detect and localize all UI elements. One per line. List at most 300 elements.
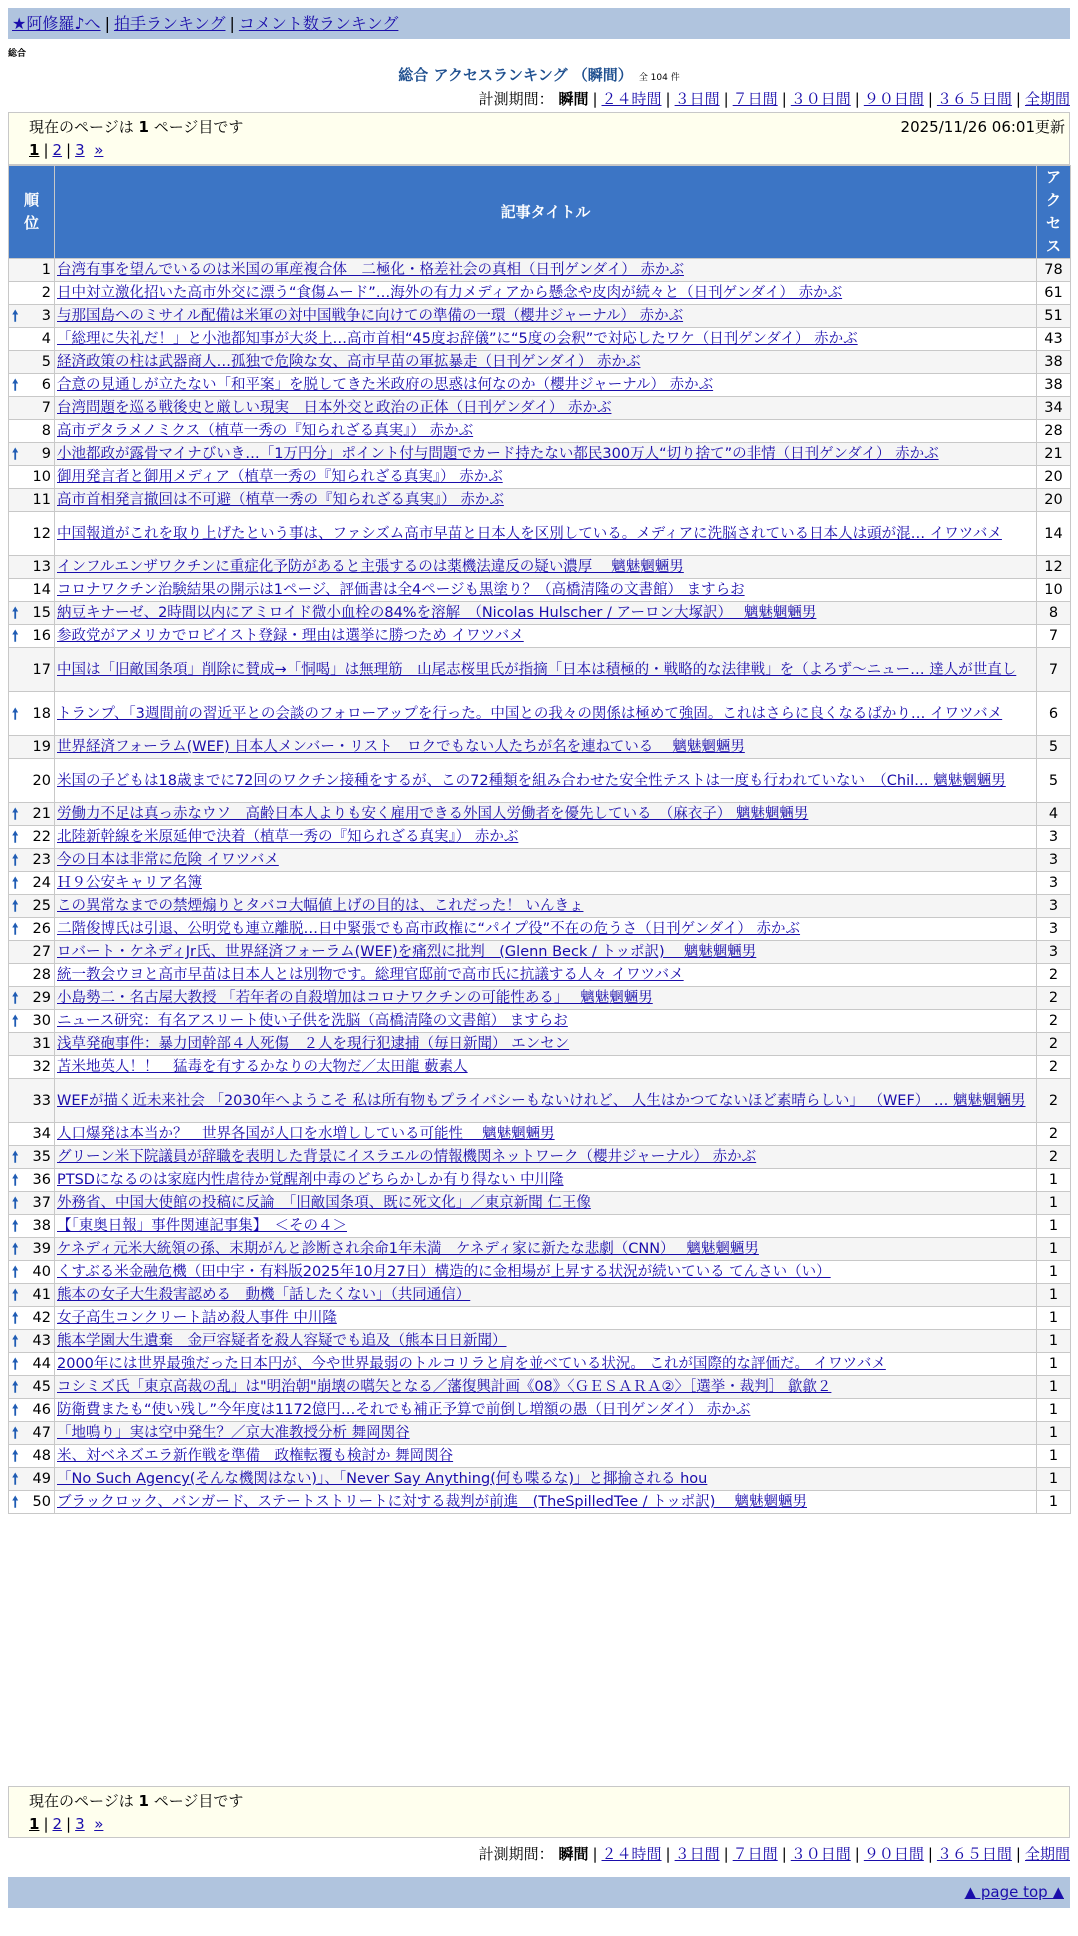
table-row (9, 1491, 1071, 1514)
table-row (9, 1033, 1071, 1056)
pager-page-3-bottom[interactable]: 3 (75, 1815, 85, 1833)
rank-cell (9, 443, 55, 466)
access-count: 20 (1037, 489, 1071, 512)
rank-up-arrow-icon: 🠕 (12, 1493, 19, 1511)
rank-number: 17 (32, 661, 51, 678)
access-count: 1 (1037, 1468, 1071, 1491)
access-count: 3 (1037, 849, 1071, 872)
page-status-bottom: 現在のページは 1 ページ目です (29, 1792, 244, 1810)
rank-number: 50 (32, 1494, 51, 1510)
table-row (9, 872, 1071, 895)
table-row (9, 849, 1071, 872)
rank-up-arrow-icon: 🠕 (12, 604, 19, 622)
access-count: 2 (1037, 987, 1071, 1010)
rank-number: 19 (32, 739, 51, 755)
rank-cell (9, 1376, 55, 1399)
access-count: 51 (1037, 305, 1071, 328)
table-row (9, 1169, 1071, 1192)
table-header-row (9, 166, 1071, 259)
rank-cell (9, 602, 55, 625)
title-cell (55, 1491, 1037, 1514)
title-cell (55, 1056, 1037, 1079)
title-cell (55, 397, 1037, 420)
title-cell (55, 759, 1037, 803)
article-title-link[interactable]: 小池都政が露骨マイナびいき…「1万円分」ポイント付与問題でカード持たない都民300万人“切り捨て”の非情（日刊ゲンダイ） 赤かぶ (57, 446, 939, 462)
access-count: 2 (1037, 1146, 1071, 1169)
title-cell (55, 826, 1037, 849)
rank-cell (9, 1491, 55, 1514)
rank-up-arrow-icon: 🠕 (12, 1424, 19, 1442)
access-count: 3 (1037, 895, 1071, 918)
rank-number: 14 (32, 582, 51, 598)
article-title-link[interactable]: 浅草発砲事件：暴力団幹部４人死傷 ２人を現行犯逮捕（毎日新聞） エンセン (57, 1036, 570, 1052)
period-3d[interactable]: ３日間 (674, 90, 720, 108)
table-row (9, 1261, 1071, 1284)
access-count: 1 (1037, 1422, 1071, 1445)
access-count: 28 (1037, 420, 1071, 443)
rank-number: 24 (32, 875, 51, 891)
clap-ranking-link[interactable]: 拍手ランキング (113, 14, 226, 33)
period-7d-bottom[interactable]: ７日間 (732, 1845, 778, 1863)
access-count: 78 (1037, 259, 1071, 282)
title-cell (55, 305, 1037, 328)
pager-page-2[interactable]: 2 (52, 141, 63, 159)
article-title-link[interactable]: 【「東奥日報」事件関連記事集】 ＜その４＞ (57, 1218, 347, 1234)
rank-up-arrow-icon: 🠕 (12, 1148, 19, 1166)
rank-cell (9, 1146, 55, 1169)
title-cell (55, 1330, 1037, 1353)
rank-number: 12 (32, 525, 51, 542)
rank-cell (9, 1056, 55, 1079)
period-30d-bottom[interactable]: ３０日間 (790, 1845, 851, 1863)
col-rank-header: 順位 (9, 166, 55, 259)
article-title-link[interactable]: 「No Such Agency(そんな機関はない)」、「Never Say Anything(何も喋るな)」と揶揄される hou (57, 1471, 708, 1487)
table-row (9, 397, 1071, 420)
rank-number: 6 (41, 377, 51, 393)
period-3d-bottom[interactable]: ３日間 (674, 1845, 720, 1863)
title-cell (55, 1079, 1037, 1123)
rank-number: 37 (32, 1195, 51, 1211)
ranking-table (8, 165, 1071, 1514)
rank-cell (9, 625, 55, 648)
title-cell (55, 420, 1037, 443)
rank-number: 16 (32, 628, 51, 644)
table-row (9, 1010, 1071, 1033)
article-title-link[interactable]: 参政党がアメリカでロビイスト登録・理由は選挙に勝つため イワツバメ (57, 628, 524, 644)
period-24h[interactable]: ２４時間 (601, 90, 662, 108)
pager-next[interactable]: » (94, 141, 104, 159)
title-cell (55, 964, 1037, 987)
rank-cell (9, 351, 55, 374)
table-row (9, 1238, 1071, 1261)
title-cell (55, 941, 1037, 964)
article-title-link[interactable]: 経済政策の柱は武器商人…孤独で危険な女、高市早苗の軍拡暴走（日刊ゲンダイ） 赤かぶ (57, 354, 641, 370)
rank-number: 34 (32, 1126, 51, 1142)
rank-cell (9, 1261, 55, 1284)
article-title-link[interactable]: 労働力不足は真っ赤なウソ 高齢日本人よりも安く雇用できる外国人労働者を優先している （麻衣子） 魑魅魍魎男 (57, 806, 809, 822)
rank-cell (9, 259, 55, 282)
rank-number: 47 (32, 1425, 51, 1441)
rank-cell (9, 803, 55, 826)
table-row (9, 579, 1071, 602)
table-row (9, 987, 1071, 1010)
rank-cell (9, 1079, 55, 1123)
article-title-link[interactable]: 米国の子どもは18歳までに72回のワクチン接種をするが、この72種類を組み合わせた安全性テストは一度も行われていない （Chil… 魑魅魍魎男 (57, 772, 1006, 789)
article-title-link[interactable]: くすぶる米金融危機（田中宇・有料版2025年10月27日）構造的に金相場が上昇する状況が続いている てんさい（い） (57, 1264, 831, 1280)
article-title-link[interactable]: 与那国島へのミサイル配備は米軍の対中国戦争に向けての準備の一環（櫻井ジャーナル） 赤かぶ (57, 308, 684, 324)
access-count: 2 (1037, 1123, 1071, 1146)
access-count: 2 (1037, 964, 1071, 987)
rank-number: 29 (32, 990, 51, 1006)
article-title-link[interactable]: 今の日本は非常に危険 イワツバメ (57, 852, 279, 868)
period-label: 計測期間： (478, 90, 554, 108)
table-row (9, 826, 1071, 849)
period-365d-bottom[interactable]: ３６５日間 (936, 1845, 1012, 1863)
table-row (9, 1445, 1071, 1468)
title-cell (55, 1146, 1037, 1169)
table-row (9, 305, 1071, 328)
rank-up-arrow-icon: 🠕 (12, 1470, 19, 1488)
rank-cell (9, 397, 55, 420)
rank-up-arrow-icon: 🠕 (12, 1355, 19, 1373)
rank-cell (9, 1307, 55, 1330)
rank-cell (9, 692, 55, 736)
title-cell (55, 466, 1037, 489)
rank-number: 44 (32, 1356, 51, 1372)
table-row (9, 1284, 1071, 1307)
title-cell (55, 556, 1037, 579)
title-cell (55, 1123, 1037, 1146)
rank-up-arrow-icon: 🠕 (12, 1401, 19, 1419)
period-current: 瞬間 (558, 90, 589, 108)
rank-up-arrow-icon: 🠕 (12, 874, 19, 892)
title-cell (55, 1399, 1037, 1422)
table-row (9, 964, 1071, 987)
article-title-link[interactable]: 中国報道がこれを取り上げたという事は、ファシズム高市早苗と日本人を区別している。メディアに洗脳されている日本人は頭が混… イワツバメ (57, 525, 1002, 542)
page-status-box-top (8, 112, 1070, 165)
access-count: 5 (1037, 759, 1071, 803)
article-title-link[interactable]: 熊本の女子大生殺害認める 動機「話したくない」（共同通信） (57, 1287, 471, 1303)
access-count: 1 (1037, 1353, 1071, 1376)
rank-up-arrow-icon: 🠕 (12, 851, 19, 869)
rank-up-arrow-icon: 🠕 (12, 920, 19, 938)
rank-cell (9, 328, 55, 351)
title-cell (55, 602, 1037, 625)
article-title-link[interactable]: 熊本学園大生遺棄 金戸容疑者を殺人容疑でも追及（熊本日日新聞） (57, 1333, 507, 1349)
access-count: 7 (1037, 625, 1071, 648)
rank-up-arrow-icon: 🠕 (12, 1309, 19, 1327)
table-row (9, 1056, 1071, 1079)
article-title-link[interactable]: 北陸新幹線を米原延伸で決着（植草一秀の『知られざる真実』） 赤かぶ (57, 829, 519, 845)
article-title-link[interactable]: 米、対ベネズエラ新作戦を準備 政権転覆も検討か 舞岡関谷 (57, 1448, 454, 1464)
rank-cell (9, 964, 55, 987)
article-title-link[interactable]: グリーン米下院議員が辞職を表明した背景にイスラエルの情報機関ネットワーク（櫻井ジャーナル） 赤かぶ (57, 1149, 757, 1165)
period-90d-bottom[interactable]: ９０日間 (863, 1845, 924, 1863)
table-row (9, 1079, 1071, 1123)
article-title-link[interactable]: PTSDになるのは家庭内性虐待か覚醒剤中毒のどちらかしか有り得ない 中川隆 (57, 1172, 564, 1188)
rank-cell (9, 1169, 55, 1192)
rank-number: 7 (41, 400, 51, 416)
pager-current: 1 (29, 141, 40, 159)
rank-cell (9, 556, 55, 579)
article-title-link[interactable]: この異常なまでの禁煙煽りとタバコ大幅値上げの目的は、これだった！ いんきょ (57, 898, 584, 914)
rank-up-arrow-icon: 🠕 (12, 1286, 19, 1304)
article-title-link[interactable]: 中国は「旧敵国条項」削除に賛成→「恫喝」は無理筋 山尾志桜里氏が指摘「日本は積極的・戦略的な法律戦」を（よろず〜ニュー… 達人が世直し (57, 661, 1017, 678)
rank-up-arrow-icon: 🠕 (12, 1378, 19, 1396)
table-row (9, 1330, 1071, 1353)
table-row (9, 941, 1071, 964)
rank-up-arrow-icon: 🠕 (12, 1447, 19, 1465)
article-title-link[interactable]: コシミズ氏「東京高裁の乱」は"明治朝"崩壊の嚆矢となる／藩復興計画《08》〈ＧＥＳＡＲＡ②〉［選挙・裁判］ 歙歙２ (57, 1379, 832, 1395)
pager-next-bottom[interactable]: » (94, 1815, 104, 1833)
rank-cell (9, 282, 55, 305)
article-title-link[interactable]: 合意の見通しが立たない「和平案」を脱してきた米政府の思惑は何なのか（櫻井ジャーナル） 赤かぶ (57, 377, 714, 393)
rank-up-arrow-icon: 🠕 (12, 805, 19, 823)
title-cell (55, 1192, 1037, 1215)
table-row (9, 736, 1071, 759)
rank-up-arrow-icon: 🠕 (12, 704, 19, 723)
rank-number: 9 (41, 446, 51, 462)
title-cell (55, 512, 1037, 556)
access-count: 3 (1037, 941, 1071, 964)
rank-number: 40 (32, 1264, 51, 1280)
rank-number: 22 (32, 829, 51, 845)
article-title-link[interactable]: Ｈ９公安キャリア名簿 (57, 875, 202, 891)
period-30d[interactable]: ３０日間 (790, 90, 851, 108)
title-cell (55, 918, 1037, 941)
table-row (9, 1399, 1071, 1422)
rank-up-arrow-icon: 🠕 (12, 445, 19, 463)
rank-number: 45 (32, 1379, 51, 1395)
page-top-link[interactable]: ▲ page top ▲ (964, 1883, 1064, 1901)
access-count: 20 (1037, 466, 1071, 489)
article-title-link[interactable]: 「総理に失礼だ！」と小池都知事が大炎上…高市首相“45度お辞儀”に“5度の会釈”で対応したワケ（日刊ゲンダイ） 赤かぶ (57, 331, 858, 347)
title-cell (55, 895, 1037, 918)
article-title-link[interactable]: WEFが描く近未来社会 「2030年へようこそ 私は所有物もプライバシーもないけれど、 人生はかつてないほど素晴らしい」 （WEF） … 魑魅魍魎男 (57, 1092, 1026, 1109)
title-cell (55, 692, 1037, 736)
access-count: 4 (1037, 803, 1071, 826)
title-cell (55, 259, 1037, 282)
page-status-box-bottom (8, 1786, 1070, 1838)
article-title-link[interactable]: ニュース研究：有名アスリート使い子供を洗脳（高橋清隆の文書館） ますらお (57, 1013, 568, 1029)
access-count: 8 (1037, 602, 1071, 625)
rank-number: 3 (41, 308, 51, 324)
comment-ranking-link[interactable]: コメント数ランキング (238, 14, 399, 33)
period-7d[interactable]: ７日間 (732, 90, 778, 108)
title-cell (55, 328, 1037, 351)
title-cell (55, 1422, 1037, 1445)
rank-cell (9, 1215, 55, 1238)
access-count: 6 (1037, 692, 1071, 736)
rank-cell (9, 1445, 55, 1468)
article-title-link[interactable]: 2000年には世界最強だった日本円が、今や世界最弱のトルコリラと肩を並べている状況。 これが国際的な評価だ。 イワツバメ (57, 1356, 886, 1372)
article-title-link[interactable]: 女子高生コンクリート詰め殺人事件 中川隆 (57, 1310, 337, 1326)
title-cell (55, 489, 1037, 512)
rank-number: 41 (32, 1287, 51, 1303)
article-title-link[interactable]: ケネディ元米大統領の孫、末期がんと診断され余命1年未満 ケネディ家に新たな悲劇（CNN） 魑魅魍魎男 (57, 1241, 759, 1257)
rank-up-arrow-icon: 🠕 (12, 897, 19, 915)
pager-page-2-bottom[interactable]: 2 (52, 1815, 63, 1833)
home-link[interactable]: ★阿修羅♪へ (12, 14, 101, 33)
rank-number: 30 (32, 1013, 51, 1029)
article-title-link[interactable]: 台湾有事を望んでいるのは米国の軍産複合体 二極化・格差社会の真相（日刊ゲンダイ） 赤かぶ (57, 262, 684, 278)
rank-number: 48 (32, 1448, 51, 1464)
rank-number: 27 (32, 944, 51, 960)
access-count: 10 (1037, 579, 1071, 602)
article-title-link[interactable]: 苫米地英人！！ 猛毒を有するかなりの大物だ／太田龍 藪素人 (57, 1059, 468, 1075)
rank-up-arrow-icon: 🠕 (12, 627, 19, 645)
rank-up-arrow-icon: 🠕 (12, 1217, 19, 1235)
access-count: 1 (1037, 1491, 1071, 1514)
rank-number: 20 (32, 772, 51, 789)
title-cell (55, 987, 1037, 1010)
table-row (9, 351, 1071, 374)
rank-up-arrow-icon: 🠕 (12, 307, 19, 325)
rank-number: 49 (32, 1471, 51, 1487)
title-cell (55, 1215, 1037, 1238)
article-title-link[interactable]: ロバート・ケネディJr氏、世界経済フォーラム(WEF)を痛烈に批判 (Glenn Beck / トッポ訳) 魑魅魍魎男 (57, 944, 757, 960)
access-count: 14 (1037, 512, 1071, 556)
article-title-link[interactable]: コロナワクチン治験結果の開示は1ページ、評価書は全4ページも黒塗り？（高橋清隆の文書館） ますらお (57, 582, 745, 598)
rank-cell (9, 1353, 55, 1376)
access-count: 2 (1037, 1033, 1071, 1056)
rank-cell (9, 826, 55, 849)
rank-cell (9, 1330, 55, 1353)
rank-cell (9, 420, 55, 443)
rank-number: 5 (41, 354, 51, 370)
rank-cell (9, 579, 55, 602)
rank-up-arrow-icon: 🠕 (12, 376, 19, 394)
table-row (9, 1123, 1071, 1146)
updated-timestamp: 2025/11/26 06:01更新 (900, 118, 1065, 136)
table-row (9, 648, 1071, 692)
table-row (9, 1468, 1071, 1491)
article-title-link[interactable]: 納豆キナーゼ、2時間以内にアミロイド微小血栓の84%を溶解 （Nicolas Hulscher / アーロン大塚訳） 魑魅魍魎男 (57, 605, 817, 621)
rank-number: 21 (32, 806, 51, 822)
article-title-link[interactable]: 人口爆発は本当か？ 世界各国が人口を水増ししている可能性 魑魅魍魎男 (57, 1126, 555, 1142)
access-count: 38 (1037, 351, 1071, 374)
title-cell (55, 1033, 1037, 1056)
title-cell (55, 849, 1037, 872)
rank-number: 26 (32, 921, 51, 937)
section-label: 総合 (8, 49, 27, 59)
access-count: 1 (1037, 1169, 1071, 1192)
rank-cell (9, 489, 55, 512)
rank-number: 39 (32, 1241, 51, 1257)
rank-cell (9, 736, 55, 759)
title-cell (55, 1376, 1037, 1399)
table-row (9, 512, 1071, 556)
table-row (9, 466, 1071, 489)
access-count: 61 (1037, 282, 1071, 305)
article-title-link[interactable]: 「地鳴り」実は空中発生？／京大准教授分析 舞岡関谷 (57, 1425, 410, 1441)
rank-cell (9, 941, 55, 964)
table-row (9, 1307, 1071, 1330)
table-row (9, 1376, 1071, 1399)
rank-up-arrow-icon: 🠕 (12, 989, 19, 1007)
rank-up-arrow-icon: 🠕 (12, 1012, 19, 1030)
article-title-link[interactable]: 高市デタラメノミクス（植草一秀の『知られざる真実』） 赤かぶ (57, 423, 474, 439)
access-count: 2 (1037, 1010, 1071, 1033)
title-cell (55, 374, 1037, 397)
article-title-link[interactable]: 台湾問題を巡る戦後史と厳しい現実 日本外交と政治の正体（日刊ゲンダイ） 赤かぶ (57, 400, 612, 416)
rank-up-arrow-icon: 🠕 (12, 1240, 19, 1258)
rank-number: 23 (32, 852, 51, 868)
rank-number: 13 (32, 559, 51, 575)
title-cell (55, 872, 1037, 895)
rank-cell (9, 895, 55, 918)
article-title-link[interactable]: 日中対立激化招いた高市外交に漂う“食傷ムード”…海外の有力メディアから懸念や皮肉が続々と（日刊ゲンダイ） 赤かぶ (57, 285, 843, 301)
rank-number: 2 (41, 285, 51, 301)
access-count: 38 (1037, 374, 1071, 397)
col-title-header: 記事タイトル (55, 166, 1037, 259)
title-cell (55, 1307, 1037, 1330)
access-count: 1 (1037, 1307, 1071, 1330)
access-count: 1 (1037, 1238, 1071, 1261)
rank-number: 1 (41, 262, 51, 278)
article-title-link[interactable]: ブラックロック、バンガード、ステートストリートに対する裁判が前進 (TheSpilledTee / トッポ訳) 魑魅魍魎男 (57, 1494, 808, 1510)
article-title-link[interactable]: 二階俊博氏は引退、公明党も連立離脱…日中緊張でも高市政権に“パイプ役”不在の危うさ（日刊ゲンダイ） 赤かぶ (57, 921, 801, 937)
rank-cell (9, 305, 55, 328)
rank-number: 46 (32, 1402, 51, 1418)
article-title-link[interactable]: トランプ、「3週間前の習近平との会談のフォローアップを行った。中国との我々の関係は極めて強固。これはさらに良くなるばかり… イワツバメ (57, 705, 1003, 722)
title-cell (55, 1261, 1037, 1284)
access-count: 3 (1037, 826, 1071, 849)
period-all-bottom[interactable]: 全期間 (1024, 1845, 1070, 1863)
period-24h-bottom[interactable]: ２４時間 (601, 1845, 662, 1863)
access-count: 21 (1037, 443, 1071, 466)
article-title-link[interactable]: 防衛費またも“使い残し”今年度は1172億円…それでも補正予算で前倒し増額の愚（日刊ゲンダイ） 赤かぶ (57, 1402, 751, 1418)
page-status: 現在のページは 1 ページ目です 2025/11/26 06:01更新 (9, 115, 1069, 139)
title-cell (55, 803, 1037, 826)
rank-number: 11 (32, 492, 51, 508)
period-365d[interactable]: ３６５日間 (936, 90, 1012, 108)
access-count: 12 (1037, 556, 1071, 579)
title-cell (55, 579, 1037, 602)
total-count: 全 104 件 (638, 73, 680, 83)
rank-up-arrow-icon: 🠕 (12, 1194, 19, 1212)
article-title-link[interactable]: 小島勢二・名古屋大教授 「若年者の自殺増加はコロナワクチンの可能性ある」 魑魅魍魎男 (57, 990, 653, 1006)
period-90d[interactable]: ９０日間 (863, 90, 924, 108)
rank-cell (9, 872, 55, 895)
rank-cell (9, 1192, 55, 1215)
rank-cell (9, 1399, 55, 1422)
table-row (9, 556, 1071, 579)
table-row (9, 803, 1071, 826)
title-cell (55, 1353, 1037, 1376)
rank-cell (9, 918, 55, 941)
article-title-link[interactable]: 世界経済フォーラム(WEF) 日本人メンバー・リスト ロクでもない人たちが名を連ねている 魑魅魍魎男 (57, 739, 745, 755)
article-title-link[interactable]: 外務省、中国大使館の投稿に反論 「旧敵国条項、既に死文化」／東京新聞 仁王像 (57, 1195, 591, 1211)
rank-cell (9, 849, 55, 872)
article-title-link[interactable]: 統一教会ウヨと高市早苗は日本人とは別物です。総理官邸前で高市氏に抗議する人々 イワツバメ (57, 967, 684, 983)
table-row (9, 1353, 1071, 1376)
period-all[interactable]: 全期間 (1024, 90, 1070, 108)
rank-cell (9, 374, 55, 397)
ranking-title-text: 総合 アクセスランキング （瞬間） (398, 66, 633, 84)
pager-page-3[interactable]: 3 (75, 141, 85, 159)
rank-number: 18 (32, 705, 51, 722)
table-row (9, 420, 1071, 443)
title-cell (55, 1445, 1037, 1468)
article-title-link[interactable]: 御用発言者と御用メディア（植草一秀の『知られざる真実』） 赤かぶ (57, 469, 503, 485)
article-title-link[interactable]: インフルエンザワクチンに重症化予防があると主張するのは薬機法違反の疑い濃厚 魑魅魍魎男 (57, 559, 684, 575)
access-count: 1 (1037, 1215, 1071, 1238)
rank-number: 31 (32, 1036, 51, 1052)
article-title-link[interactable]: 高市首相発言撤回は不可避（植草一秀の『知られざる真実』） 赤かぶ (57, 492, 504, 508)
table-row (9, 1146, 1071, 1169)
rank-cell (9, 648, 55, 692)
